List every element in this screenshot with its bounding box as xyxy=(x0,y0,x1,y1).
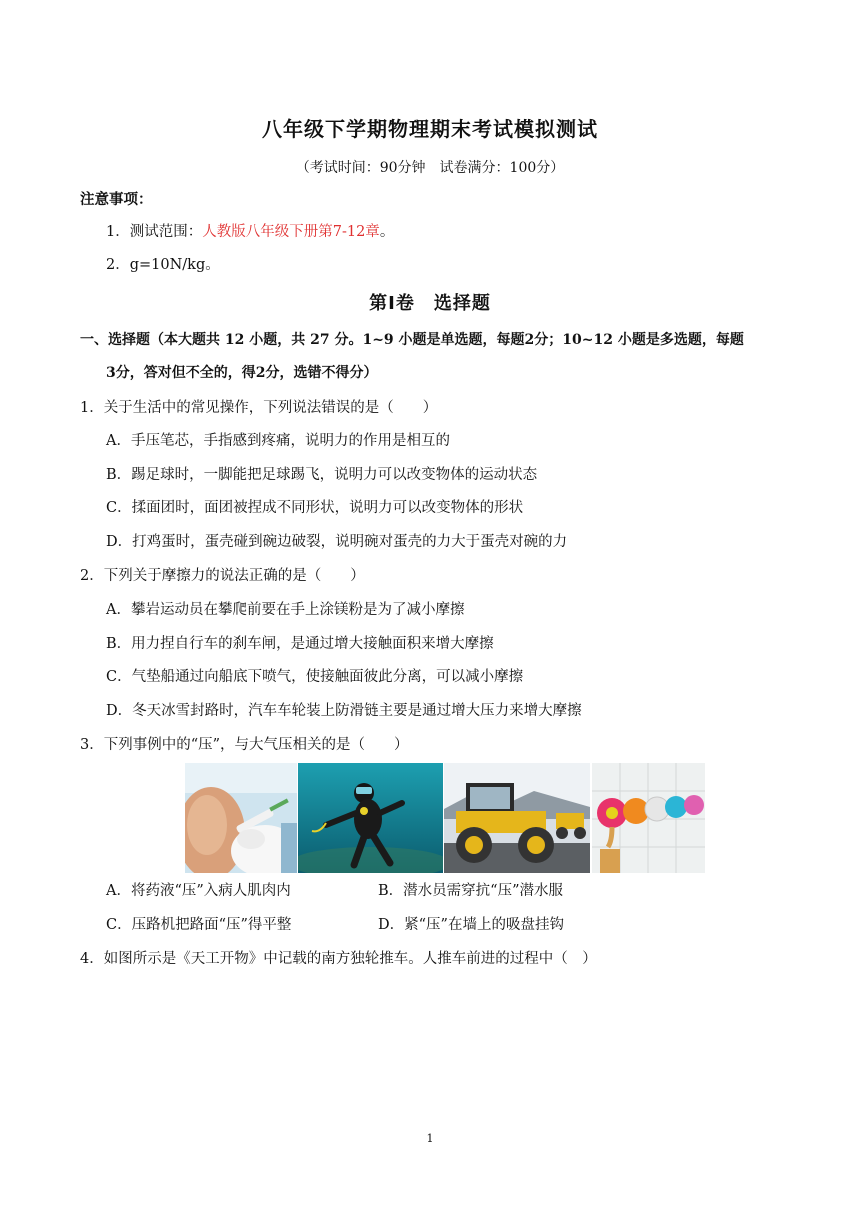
question-3-option-b: B．潜水员需穿抗“压”潜水服 xyxy=(378,883,563,899)
question-1-option-c: C．揉面团时，面团被捏成不同形状，说明力可以改变物体的形状 xyxy=(106,500,524,516)
question-2-option-a: A．攀岩运动员在攀爬前要在手上涂镁粉是为了减小摩擦 xyxy=(106,602,465,618)
page-number: 1 xyxy=(426,1132,434,1145)
question-1-option-b: B．踢足球时，一脚能把足球踢飞，说明力可以改变物体的运动状态 xyxy=(106,467,538,483)
injection-photo xyxy=(185,763,297,873)
notice-item-2: 2．g=10N/kg。 xyxy=(106,257,220,273)
question-3-option-d: D．紧“压”在墙上的吸盘挂钩 xyxy=(378,917,564,933)
question-1-option-d: D．打鸡蛋时，蛋壳碰到碗边破裂，说明碗对蛋壳的力大于蛋壳对碗的力 xyxy=(106,534,568,550)
question-4-stem: 4．如图所示是《天工开物》中记载的南方独轮推车。人推车前进的过程中（ ） xyxy=(80,951,597,967)
notice-item-1-prefix: 1．测试范围： xyxy=(106,224,203,240)
notice-item-1-suffix: 。 xyxy=(379,224,395,240)
question-1-option-a: A．手压笔芯，手指感到疼痛，说明力的作用是相互的 xyxy=(106,433,450,449)
part-instructions-line-2: 3分，答对但不全的，得2分，选错不得分） xyxy=(106,365,378,381)
question-1-stem: 1．关于生活中的常见操作，下列说法错误的是（ ） xyxy=(80,400,438,416)
section-title: 第Ⅰ卷 选择题 xyxy=(369,293,491,314)
question-2-option-b: B．用力捏自行车的刹车闸，是通过增大接触面积来增大摩擦 xyxy=(106,636,494,652)
question-2-option-d: D．冬天冰雪封路时，汽车车轮装上防滑链主要是通过增大压力来增大摩擦 xyxy=(106,703,582,719)
notice-item-1 xyxy=(106,222,394,242)
page-title: 八年级下学期物理期末考试模拟测试 xyxy=(262,117,598,141)
question-3-stem: 3．下列事例中的“压”，与大气压相关的是（ ） xyxy=(80,737,409,753)
road-roller-photo xyxy=(444,763,590,873)
question-2-stem: 2．下列关于摩擦力的说法正确的是（ ） xyxy=(80,568,365,584)
exam-info: （考试时间：90分钟 试卷满分：100分） xyxy=(295,160,565,176)
suction-hooks-photo xyxy=(592,763,705,873)
notice-item-1-scope: 人教版八年级下册第7-12章 xyxy=(202,224,380,240)
part-instructions-line-1: 一、选择题（本大题共 12 小题，共 27 分。1~9 小题是单选题，每题2分；10~12 小题是多选题，每题 xyxy=(80,332,744,348)
question-3-option-a: A．将药液“压”入病人肌肉内 xyxy=(106,883,291,899)
notice-heading: 注意事项： xyxy=(80,191,153,208)
question-2-option-c: C．气垫船通过向船底下喷气，使接触面彼此分离，可以减小摩擦 xyxy=(106,669,524,685)
scuba-diver-photo xyxy=(298,763,443,873)
question-3-option-c: C．压路机把路面“压”得平整 xyxy=(106,917,292,933)
